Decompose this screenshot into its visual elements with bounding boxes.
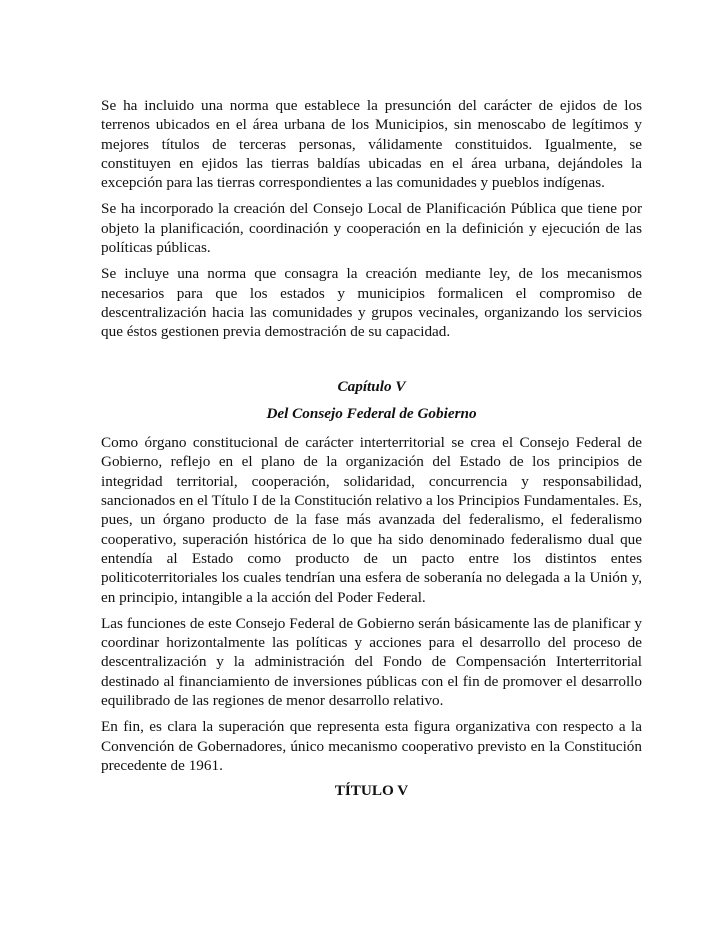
paragraph-organo-constitucional: Como órgano constitucional de carácter interterritorial se crea el Consejo Federal de Gobierno, reflejo en el plano de la organización del Estado de los principios de integridad territorial, cooperación, solidaridad, concurrencia y responsabilidad, sancionados en el Título I de la Constitución relativo a los Principios Fundamentales. Es, pues, un órgano producto de la fase más avanzada del federalismo, el federalismo cooperativo, superación histórica de lo que ha sido denominado federalismo dual que entendía al Estado como producto de un pacto entre los distintos entes politicoterritoriales los cuales tendrían una esfera de soberanía no delegada a la Unión y, en principio, intangible a la acción del Poder Federal. xyxy=(101,434,642,606)
chapter-subtitle: Del Consejo Federal de Gobierno xyxy=(266,404,477,422)
paragraph-ejidos: Se ha incluido una norma que establece la presunción del carácter de ejidos de los terrenos ubicados en el área urbana de los Municipios, sin menoscabo de legítimos y mejores títulos de terceras personas, válidamente constituidos. Igualmente, se constituyen en ejidos las tierras baldías ubicadas en el área urbana, dejándoles la excepción para las tierras correspondientes a las comunidades y pueblos indígenas. xyxy=(101,97,642,192)
paragraph-consejo-local: Se ha incorporado la creación del Consejo Local de Planificación Pública que tiene por objeto la planificación, coordinación y cooperación en la definición y ejecución de las políticas públicas. xyxy=(101,200,642,257)
document-page xyxy=(101,96,642,801)
paragraph-en-fin: En fin, es clara la superación que representa esta figura organizativa con respecto a la Convención de Gobernadores, único mecanismo cooperativo previsto en la Constitución precedente de 1961. xyxy=(101,718,642,774)
chapter-heading: Capítulo V xyxy=(337,377,406,395)
paragraph-funciones: Las funciones de este Consejo Federal de Gobierno serán básicamente las de planificar y coordinar horizontalmente las políticas y acciones para el desarrollo del proceso de descentralización y la administración del Fondo de Compensación Interterritorial destinado al financiamiento de inversiones públicas con el fin de promover el desarrollo equilibrado de las regiones de menor desarrollo relativo. xyxy=(101,614,642,710)
title-heading: TÍTULO V xyxy=(334,782,409,800)
paragraph-descentralizacion: Se incluye una norma que consagra la creación mediante ley, de los mecanismos necesarios para que los estados y municipios formalicen el compromiso de descentralización hacia las comunidades y grupos vecinales, organizando los servicios que éstos gestionen previa demostración de su capacidad. xyxy=(101,265,642,341)
